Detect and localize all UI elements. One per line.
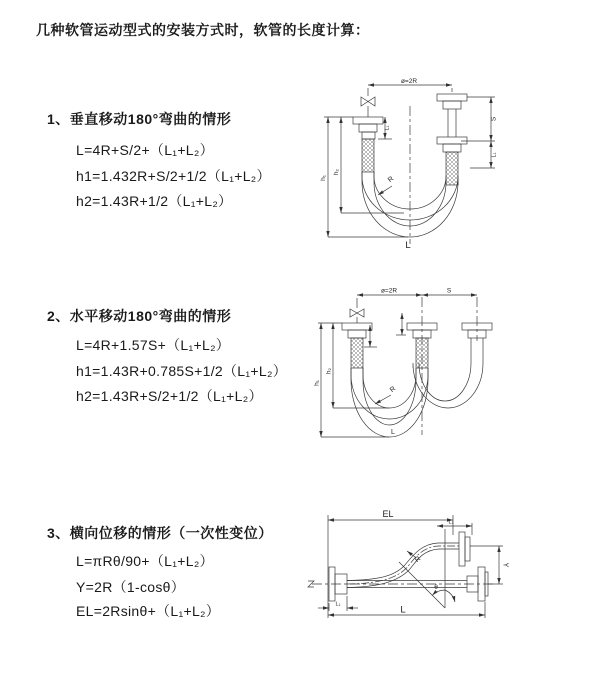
braided-hose-section: [446, 152, 458, 185]
section-2-formula-h1: h1=1.43R+0.785S+1/2（L₁+L₂）: [76, 363, 287, 379]
section-1-formula-h2: h2=1.43R+1/2（L₁+L₂）: [76, 193, 233, 209]
radius-leader: [375, 395, 391, 404]
section-3-formula-l: L=πRθ/90+（L₁+L₂）: [76, 553, 214, 569]
section-2-formula-h2: h2=1.43R+S/2+1/2（L₁+L₂）: [76, 388, 263, 404]
dim-label-h2: h₂: [325, 367, 333, 375]
dim-label-s: S: [446, 287, 452, 295]
braided-hose-section: [416, 338, 428, 368]
dim-label-h2: h₂: [333, 168, 340, 176]
right-upper-flange: [437, 94, 467, 109]
braided-hose-section: [351, 338, 363, 368]
right-lower-flange: [437, 137, 467, 152]
dim-label-s: S: [490, 116, 498, 122]
section-1-formula-l: L=4R+S/2+（L₁+L₂）: [76, 142, 214, 158]
dim-label-l1-right: L₁: [491, 152, 498, 158]
radius-label: R: [413, 555, 423, 565]
section-1-heading: 1、垂直移动180°弯曲的情形: [47, 111, 232, 127]
left-flange: [342, 323, 372, 338]
valve-icon: [350, 309, 364, 317]
dim-label-el: EL: [382, 509, 394, 519]
diagram-vertical-180-bend: [308, 70, 548, 255]
dim-label-l1-top: L₁: [448, 519, 454, 526]
section-2-heading: 2、水平移动180°弯曲的情形: [47, 308, 232, 324]
dim-label-l: L: [391, 429, 395, 436]
dim-label-2r: ø=2R: [380, 287, 398, 295]
dim-label-l1-left: L₁: [384, 125, 391, 131]
section-3-heading: 3、横向位移的情形（一次性变位）: [47, 525, 273, 541]
diagram-horizontal-180-bend: [306, 283, 586, 448]
dim-label-y: Y: [501, 562, 509, 568]
angle-construction: [399, 529, 455, 608]
upper-right-flange: [459, 532, 470, 566]
dim-label-l1-left: L₁: [335, 601, 341, 608]
dim-label-2r: ø=2R: [400, 78, 418, 85]
section-2-formula-l: L=4R+1.57S+（L₁+L₂）: [76, 337, 231, 353]
radius-label: R: [386, 175, 396, 185]
braided-hose-section: [362, 139, 374, 172]
page-title: 几种软管运动型式的安装方式时，软管的长度计算：: [36, 22, 370, 38]
dim-label-h1: h₁: [320, 175, 327, 181]
radius-label: R: [388, 385, 398, 395]
dim-label-h1: h₁: [313, 380, 321, 386]
radius-leader: [407, 551, 415, 557]
left-flange: [353, 117, 383, 139]
dim-label-l: L: [405, 240, 411, 251]
radius-leader: [378, 186, 392, 195]
angle-label: θ: [434, 584, 438, 591]
section-3-formula-y: Y=2R（1-cosθ）: [76, 579, 186, 595]
diagram-lateral-displacement: [298, 505, 598, 655]
dim-label-l: L: [400, 604, 406, 616]
section-3-formula-el: EL=2Rsinθ+（L₁+L₂）: [76, 603, 221, 619]
section-1-formula-h1: h1=1.432R+S/2+1/2（L₁+L₂）: [76, 168, 271, 184]
valve-icon: [361, 97, 375, 106]
